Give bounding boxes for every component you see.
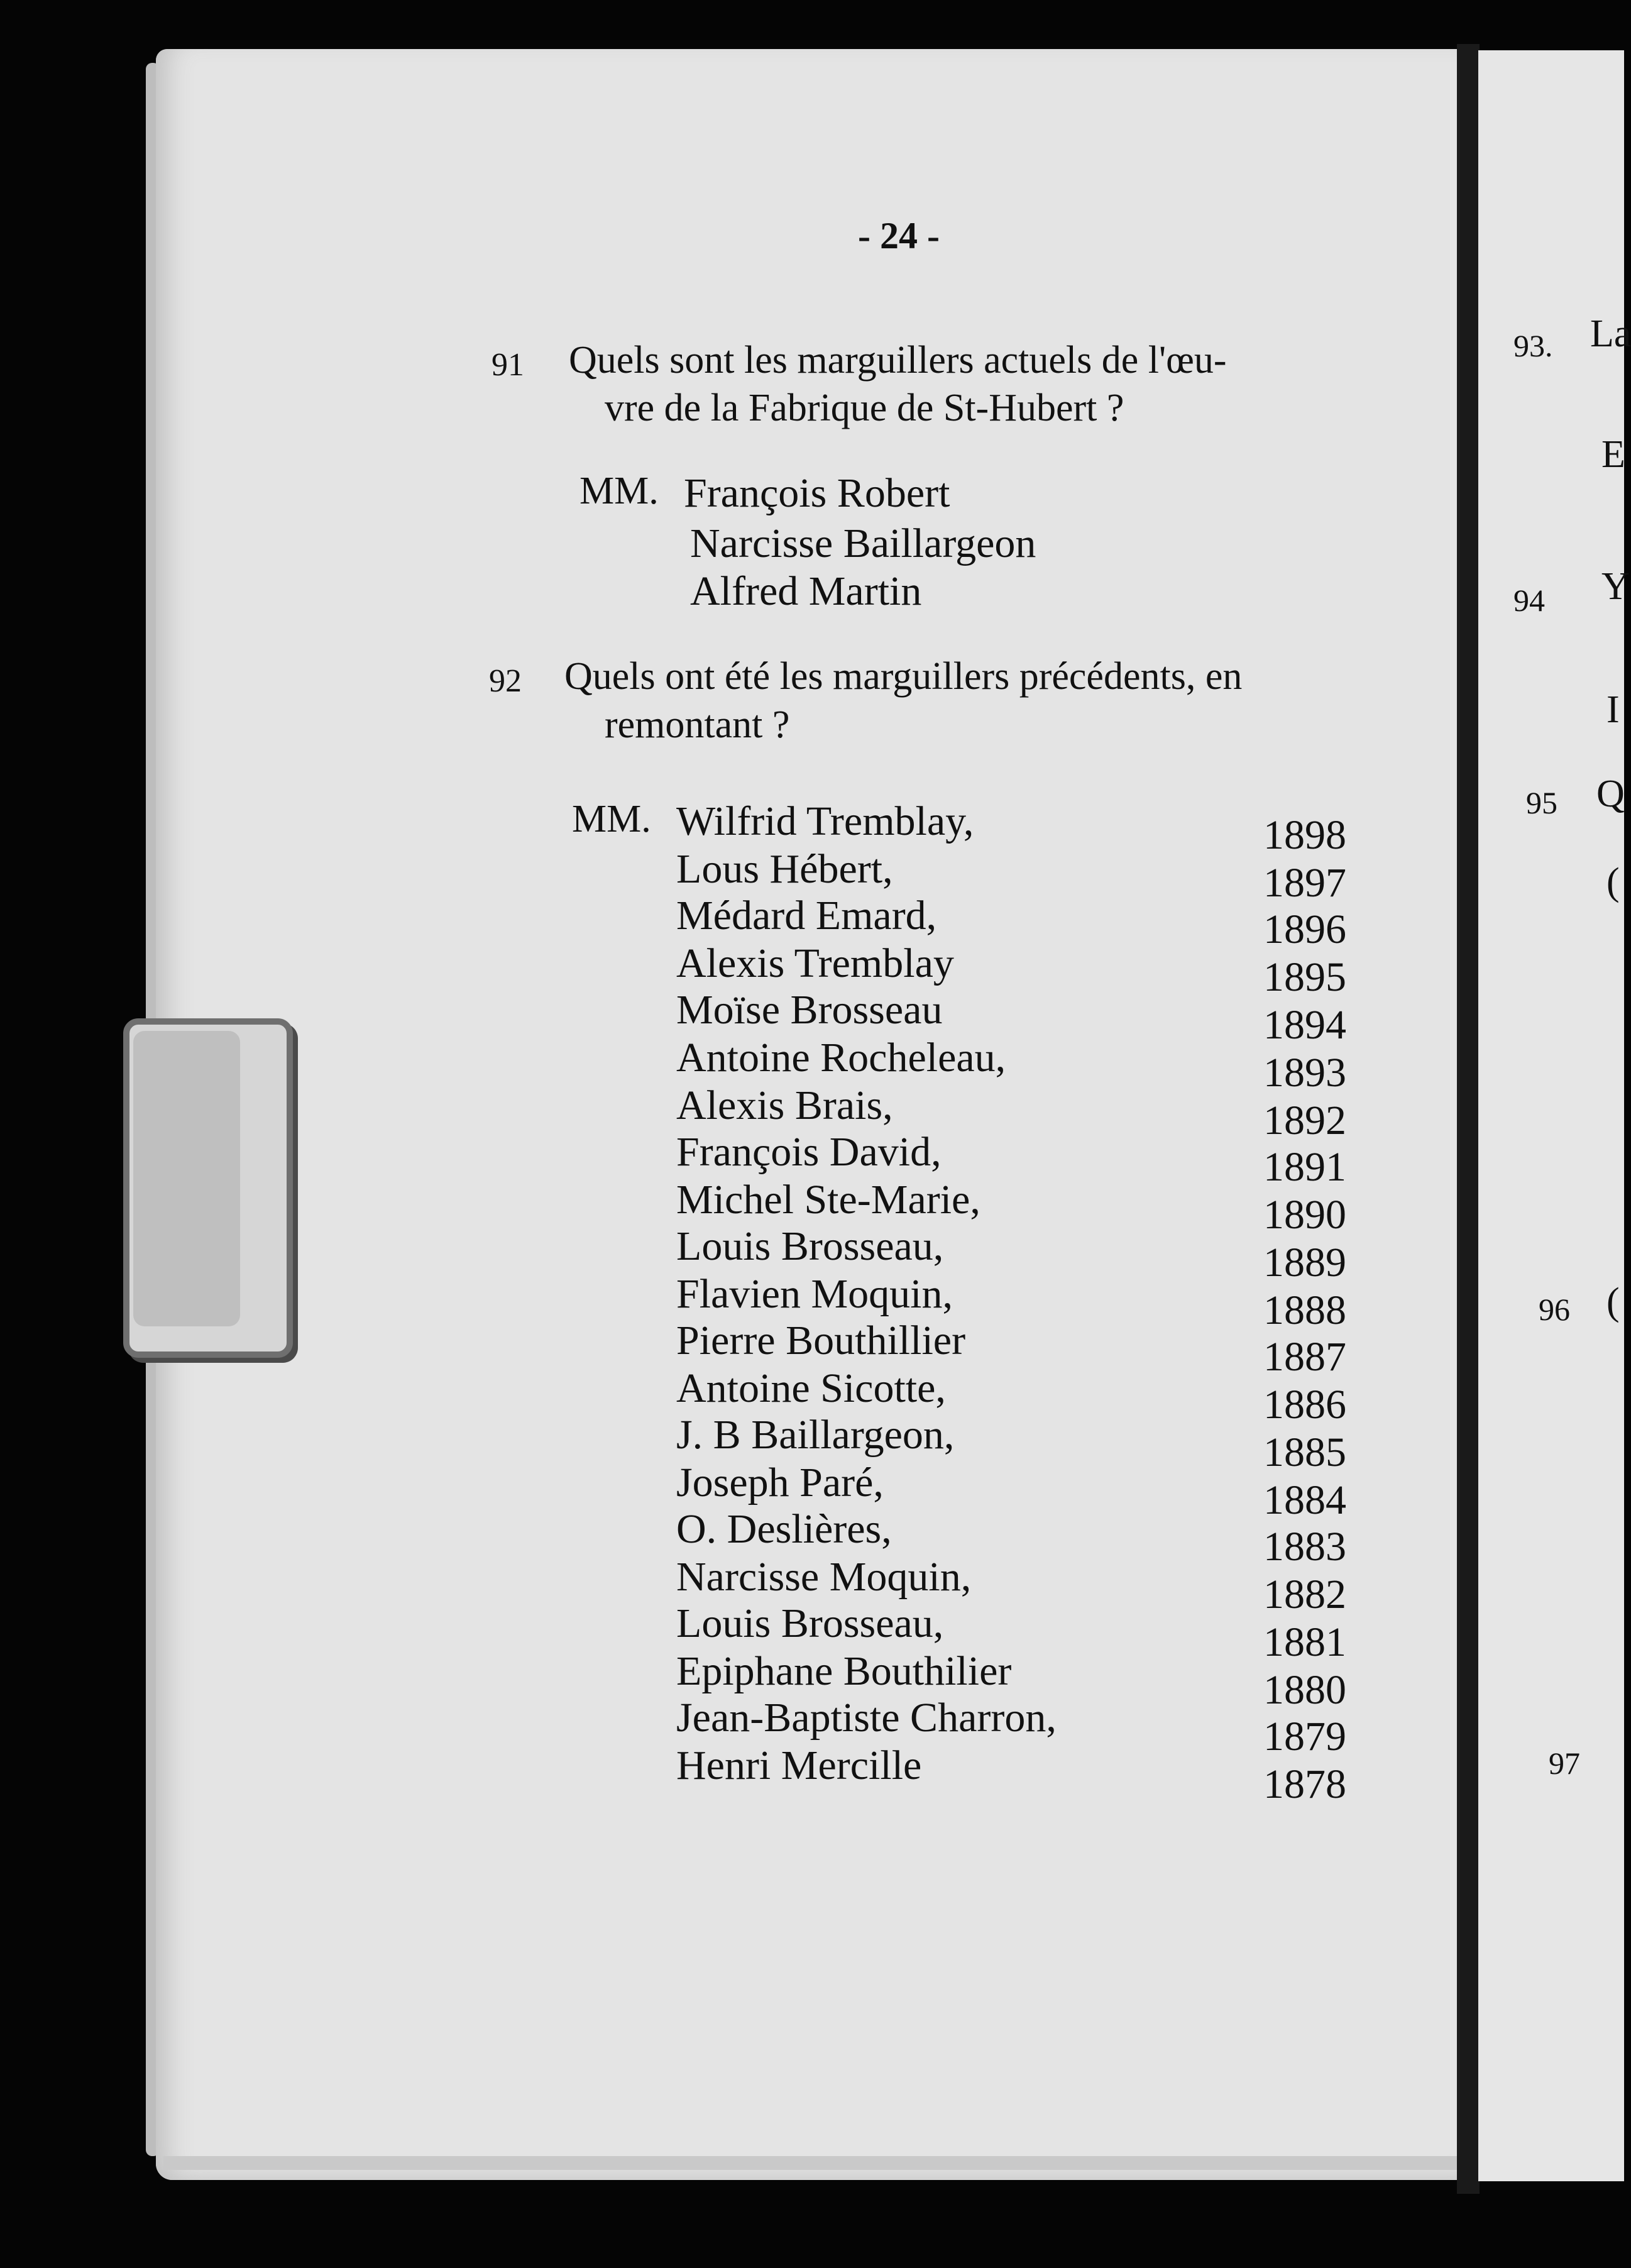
- year-entry: 1889: [1263, 1240, 1346, 1285]
- names-prefix: MM.: [572, 798, 651, 840]
- year-entry: 1886: [1263, 1382, 1346, 1428]
- year-entry: 1898: [1263, 812, 1346, 858]
- question-text-line: vre de la Fabrique de St-Hubert ?: [605, 387, 1124, 429]
- name-entry: Flavien Moquin,: [676, 1271, 953, 1317]
- name-entry: Jean-Baptiste Charron,: [676, 1695, 1057, 1741]
- year-entry: 1887: [1263, 1334, 1346, 1380]
- year-entry: 1892: [1263, 1098, 1346, 1143]
- right-page-item-text: La: [1590, 312, 1631, 355]
- name-entry: François Robert: [684, 470, 950, 516]
- year-entry: 1891: [1263, 1144, 1346, 1190]
- year-entry: 1880: [1263, 1667, 1346, 1713]
- year-entry: 1895: [1263, 954, 1346, 1000]
- year-entry: 1882: [1263, 1572, 1346, 1617]
- right-page-item-number: 96: [1539, 1292, 1570, 1327]
- year-entry: 1897: [1263, 860, 1346, 906]
- question-number: 91: [491, 347, 524, 383]
- name-entry: Louis Brosseau,: [676, 1600, 944, 1646]
- name-entry: Narcisse Moquin,: [676, 1554, 972, 1600]
- book-gutter: [1457, 44, 1480, 2194]
- right-page-item-number: 97: [1549, 1746, 1580, 1781]
- year-entry: 1885: [1263, 1429, 1346, 1475]
- right-page-item-text: E: [1601, 433, 1625, 476]
- name-entry: Wilfrid Tremblay,: [676, 798, 974, 844]
- year-entry: 1893: [1263, 1050, 1346, 1096]
- question-number: 92: [489, 663, 522, 699]
- name-entry: Narcisse Baillargeon: [690, 520, 1036, 566]
- page-number: - 24 -: [858, 215, 940, 256]
- page-bottom-edge: [163, 2156, 1471, 2170]
- name-entry: O. Deslières,: [676, 1506, 892, 1552]
- year-entry: 1884: [1263, 1477, 1346, 1523]
- question-text-line: remontant ?: [605, 703, 790, 746]
- right-page-item-number: 95: [1526, 785, 1557, 820]
- question-text-line: Quels sont les marguillers actuels de l'œu-: [569, 339, 1227, 382]
- name-entry: Antoine Rocheleau,: [676, 1035, 1006, 1081]
- name-entry: Joseph Paré,: [676, 1460, 884, 1506]
- right-page-item-text: Q: [1596, 773, 1625, 815]
- year-entry: 1881: [1263, 1619, 1346, 1665]
- name-entry: Henri Mercille: [676, 1742, 922, 1788]
- year-entry: 1888: [1263, 1287, 1346, 1333]
- year-entry: 1894: [1263, 1002, 1346, 1048]
- right-page-item-text: (: [1606, 861, 1620, 903]
- name-entry: Michel Ste-Marie,: [676, 1177, 980, 1223]
- right-page-item-number: 93.: [1513, 328, 1553, 363]
- name-entry: Lous Hébert,: [676, 846, 893, 892]
- year-entry: 1896: [1263, 906, 1346, 952]
- name-entry: Médard Emard,: [676, 893, 937, 939]
- name-entry: Alexis Tremblay: [676, 940, 954, 986]
- right-page-item-number: 94: [1513, 583, 1545, 618]
- question-text-line: Quels ont été les marguillers précédents, en: [564, 655, 1243, 698]
- binder-clip-inner: [133, 1031, 240, 1326]
- year-entry: 1883: [1263, 1524, 1346, 1570]
- right-page-item-text: I: [1606, 688, 1620, 731]
- name-entry: Epiphane Bouthilier: [676, 1648, 1012, 1694]
- right-page: [1478, 50, 1624, 2181]
- name-entry: J. B Baillargeon,: [676, 1412, 955, 1458]
- name-entry: François David,: [676, 1129, 942, 1175]
- name-entry: Moïse Brosseau: [676, 987, 943, 1033]
- name-entry: Alfred Martin: [690, 568, 922, 614]
- name-entry: Louis Brosseau,: [676, 1223, 944, 1269]
- year-entry: 1878: [1263, 1761, 1346, 1807]
- name-entry: Pierre Bouthillier: [676, 1318, 966, 1363]
- name-entry: Alexis Brais,: [676, 1082, 893, 1128]
- right-page-item-text: Y: [1601, 565, 1630, 608]
- name-entry: Antoine Sicotte,: [676, 1365, 946, 1411]
- names-prefix: MM.: [579, 470, 659, 512]
- year-entry: 1890: [1263, 1192, 1346, 1238]
- right-page-item-text: (: [1606, 1280, 1620, 1323]
- year-entry: 1879: [1263, 1714, 1346, 1759]
